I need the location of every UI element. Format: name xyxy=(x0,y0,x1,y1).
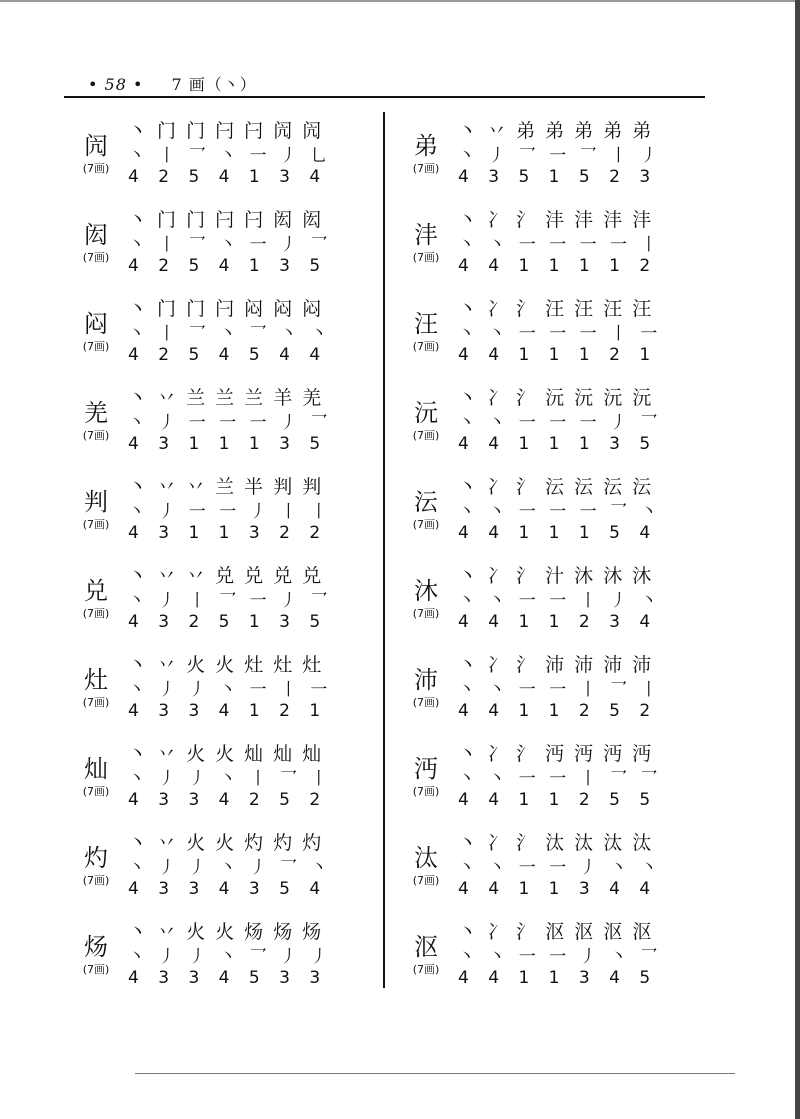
entry-stroke-sequence: 丶 丷 火 火 灼 灼 灼 xyxy=(128,832,324,854)
entry-stroke-sequence: 丶 丷 火 火 炀 炀 炀 xyxy=(128,921,324,943)
entry-stroke-sequence: 丶 丷 兰 兰 兰 羊 羌 xyxy=(128,387,324,409)
entry-character: 汰 xyxy=(414,844,438,872)
entry-code: 4 2 5 4 1 3 4 xyxy=(128,167,328,187)
entry-stroke-count: (7画) xyxy=(82,963,110,976)
character-entry xyxy=(410,828,662,918)
entry-character: 判 xyxy=(84,488,108,516)
entry-strokes: 丶 丿 一 一 一 丿 乛 xyxy=(128,413,332,433)
entry-strokes: 丶 丿 丿 丶 乛 丿 丿 xyxy=(128,947,332,967)
entry-stroke-sequence: 丶 丷 弟 弟 弟 弟 弟 xyxy=(458,120,654,142)
entry-strokes: 丶 丿 丿 丶 丨 乛 丨 xyxy=(128,769,332,789)
character-entry xyxy=(80,116,332,206)
entry-stroke-count: (7画) xyxy=(82,607,110,620)
entry-character: 灼 xyxy=(84,844,108,872)
entry-code: 4 4 1 1 3 4 4 xyxy=(458,879,658,899)
entry-strokes: 丶 丿 乛 一 乛 丨 丿 xyxy=(458,146,662,166)
entry-code: 4 3 1 1 3 2 2 xyxy=(128,523,328,543)
entry-strokes: 丶 丨 乛 丶 一 丿 乛 xyxy=(128,235,332,255)
entry-character: 羌 xyxy=(84,399,108,427)
entry-stroke-sequence: 丶 丷 丷 兰 半 判 判 xyxy=(128,476,324,498)
entry-strokes: 丶 丶 一 一 一 乛 丶 xyxy=(458,502,662,522)
character-entry xyxy=(410,383,662,473)
entry-character: 闷 xyxy=(84,310,108,338)
entry-code: 4 3 3 4 5 3 3 xyxy=(128,968,328,988)
entry-stroke-count: (7画) xyxy=(82,874,110,887)
entry-stroke-sequence: 丶 冫 氵 沤 沤 沤 沤 xyxy=(458,921,654,943)
entry-code: 4 2 5 4 1 3 5 xyxy=(128,256,328,276)
entry-stroke-count: (7画) xyxy=(82,518,110,531)
entry-stroke-count: (7画) xyxy=(82,696,110,709)
page-number: • 58 • xyxy=(88,75,144,94)
entry-stroke-count: (7画) xyxy=(412,162,440,175)
entry-code: 4 3 1 1 1 3 5 xyxy=(128,434,328,454)
entry-stroke-count: (7画) xyxy=(412,874,440,887)
character-entry xyxy=(80,294,332,384)
page-header xyxy=(88,72,257,95)
entry-code: 4 3 5 1 5 2 3 xyxy=(458,167,658,187)
entry-stroke-sequence: 丶 冫 氵 沛 沛 沛 沛 xyxy=(458,654,654,676)
entry-character: 灶 xyxy=(84,666,108,694)
entry-strokes: 丶 丿 丿 丶 一 丨 一 xyxy=(128,680,332,700)
character-entry xyxy=(410,294,662,384)
entry-code: 4 4 1 1 2 5 5 xyxy=(458,790,658,810)
entry-character: 沔 xyxy=(414,755,438,783)
character-entry xyxy=(80,917,332,1007)
entry-stroke-sequence: 丶 丷 火 火 灿 灿 灿 xyxy=(128,743,324,765)
entry-code: 4 4 1 1 2 3 4 xyxy=(458,612,658,632)
entry-strokes: 丶 丿 丿 丶 丿 乛 丶 xyxy=(128,858,332,878)
entry-strokes: 丶 丿 丨 乛 一 丿 乛 xyxy=(128,591,332,611)
character-entry xyxy=(80,383,332,473)
entry-stroke-sequence: 丶 冫 氵 沔 沔 沔 沔 xyxy=(458,743,654,765)
entry-stroke-count: (7画) xyxy=(412,340,440,353)
entry-stroke-count: (7画) xyxy=(82,251,110,264)
character-entry xyxy=(80,472,332,562)
character-entry xyxy=(80,739,332,829)
entry-character: 沤 xyxy=(414,933,438,961)
entry-code: 4 3 3 4 2 5 2 xyxy=(128,790,328,810)
entry-stroke-count: (7画) xyxy=(82,340,110,353)
entry-code: 4 4 1 1 1 3 5 xyxy=(458,434,658,454)
entry-character: 兑 xyxy=(84,577,108,605)
character-entry xyxy=(410,472,662,562)
entry-stroke-count: (7画) xyxy=(412,607,440,620)
entry-code: 4 3 2 5 1 3 5 xyxy=(128,612,328,632)
entry-strokes: 丶 丿 一 一 丿 丨 丨 xyxy=(128,502,332,522)
entry-stroke-count: (7画) xyxy=(82,162,110,175)
entry-code: 4 3 3 4 1 2 1 xyxy=(128,701,328,721)
entry-stroke-sequence: 丶 丷 火 火 灶 灶 灶 xyxy=(128,654,324,676)
bottom-rule xyxy=(135,1073,735,1074)
entry-stroke-count: (7画) xyxy=(82,785,110,798)
entry-character: 闳 xyxy=(84,221,108,249)
entry-stroke-count: (7画) xyxy=(412,518,440,531)
entry-stroke-sequence: 丶 丷 丷 兑 兑 兑 兑 xyxy=(128,565,324,587)
entry-code: 4 4 1 1 3 4 5 xyxy=(458,968,658,988)
entry-character: 弟 xyxy=(414,132,438,160)
character-entry xyxy=(80,650,332,740)
character-entry xyxy=(80,205,332,295)
entry-stroke-count: (7画) xyxy=(412,696,440,709)
section-title: 7 画（丶） xyxy=(171,75,257,94)
entry-character: 汪 xyxy=(414,310,438,338)
entry-character: 沛 xyxy=(414,666,438,694)
entry-character: 沄 xyxy=(414,488,438,516)
entry-strokes: 丶 丶 一 一 一 丿 乛 xyxy=(458,413,662,433)
entry-strokes: 丶 丶 一 一 丨 乛 丨 xyxy=(458,680,662,700)
scan-edge-right xyxy=(795,0,800,1119)
entry-strokes: 丶 丶 一 一 丿 丶 乛 xyxy=(458,947,662,967)
entry-stroke-count: (7画) xyxy=(412,963,440,976)
entry-stroke-sequence: 丶 冫 氵 汰 汰 汰 汰 xyxy=(458,832,654,854)
entry-character: 灿 xyxy=(84,755,108,783)
entry-strokes: 丶 丶 一 一 丨 丿 丶 xyxy=(458,591,662,611)
entry-stroke-sequence: 丶 门 门 闩 闩 闳 闳 xyxy=(128,209,324,231)
column-divider xyxy=(383,112,385,988)
entry-character: 闶 xyxy=(84,132,108,160)
entry-code: 4 4 1 1 2 5 2 xyxy=(458,701,658,721)
character-entry xyxy=(410,561,662,651)
character-entry xyxy=(410,116,662,206)
character-entry xyxy=(410,650,662,740)
entry-strokes: 丶 丨 乛 丶 乛 丶 丶 xyxy=(128,324,332,344)
entry-code: 4 4 1 1 1 5 4 xyxy=(458,523,658,543)
entry-stroke-count: (7画) xyxy=(412,429,440,442)
entry-stroke-sequence: 丶 冫 氵 沣 沣 沣 沣 xyxy=(458,209,654,231)
entry-stroke-count: (7画) xyxy=(412,785,440,798)
entry-stroke-sequence: 丶 冫 氵 汪 汪 汪 汪 xyxy=(458,298,654,320)
entry-strokes: 丶 丶 一 一 丿 丶 丶 xyxy=(458,858,662,878)
entry-stroke-sequence: 丶 冫 氵 沅 沅 沅 沅 xyxy=(458,387,654,409)
entry-code: 4 2 5 4 5 4 4 xyxy=(128,345,328,365)
entry-stroke-sequence: 丶 冫 氵 汁 沐 沐 沐 xyxy=(458,565,654,587)
entry-strokes: 丶 丨 乛 丶 一 丿 乚 xyxy=(128,146,332,166)
entry-stroke-count: (7画) xyxy=(82,429,110,442)
entry-stroke-sequence: 丶 门 门 闩 闩 闶 闶 xyxy=(128,120,324,142)
entry-stroke-count: (7画) xyxy=(412,251,440,264)
entry-strokes: 丶 丶 一 一 一 一 丨 xyxy=(458,235,662,255)
entry-stroke-sequence: 丶 门 门 闩 闷 闷 闷 xyxy=(128,298,324,320)
header-rule xyxy=(64,96,705,98)
entry-character: 沅 xyxy=(414,399,438,427)
entry-strokes: 丶 丶 一 一 一 丨 一 xyxy=(458,324,662,344)
entry-character: 沐 xyxy=(414,577,438,605)
entry-character: 沣 xyxy=(414,221,438,249)
scan-edge-top xyxy=(0,0,800,2)
character-entry xyxy=(410,205,662,295)
entry-stroke-sequence: 丶 冫 氵 沄 沄 沄 沄 xyxy=(458,476,654,498)
entry-code: 4 4 1 1 1 2 1 xyxy=(458,345,658,365)
entry-strokes: 丶 丶 一 一 丨 乛 乛 xyxy=(458,769,662,789)
character-entry xyxy=(80,828,332,918)
character-entry xyxy=(410,739,662,829)
entry-code: 4 3 3 4 3 5 4 xyxy=(128,879,328,899)
character-entry xyxy=(410,917,662,1007)
entry-code: 4 4 1 1 1 1 2 xyxy=(458,256,658,276)
character-entry xyxy=(80,561,332,651)
entry-character: 炀 xyxy=(84,933,108,961)
